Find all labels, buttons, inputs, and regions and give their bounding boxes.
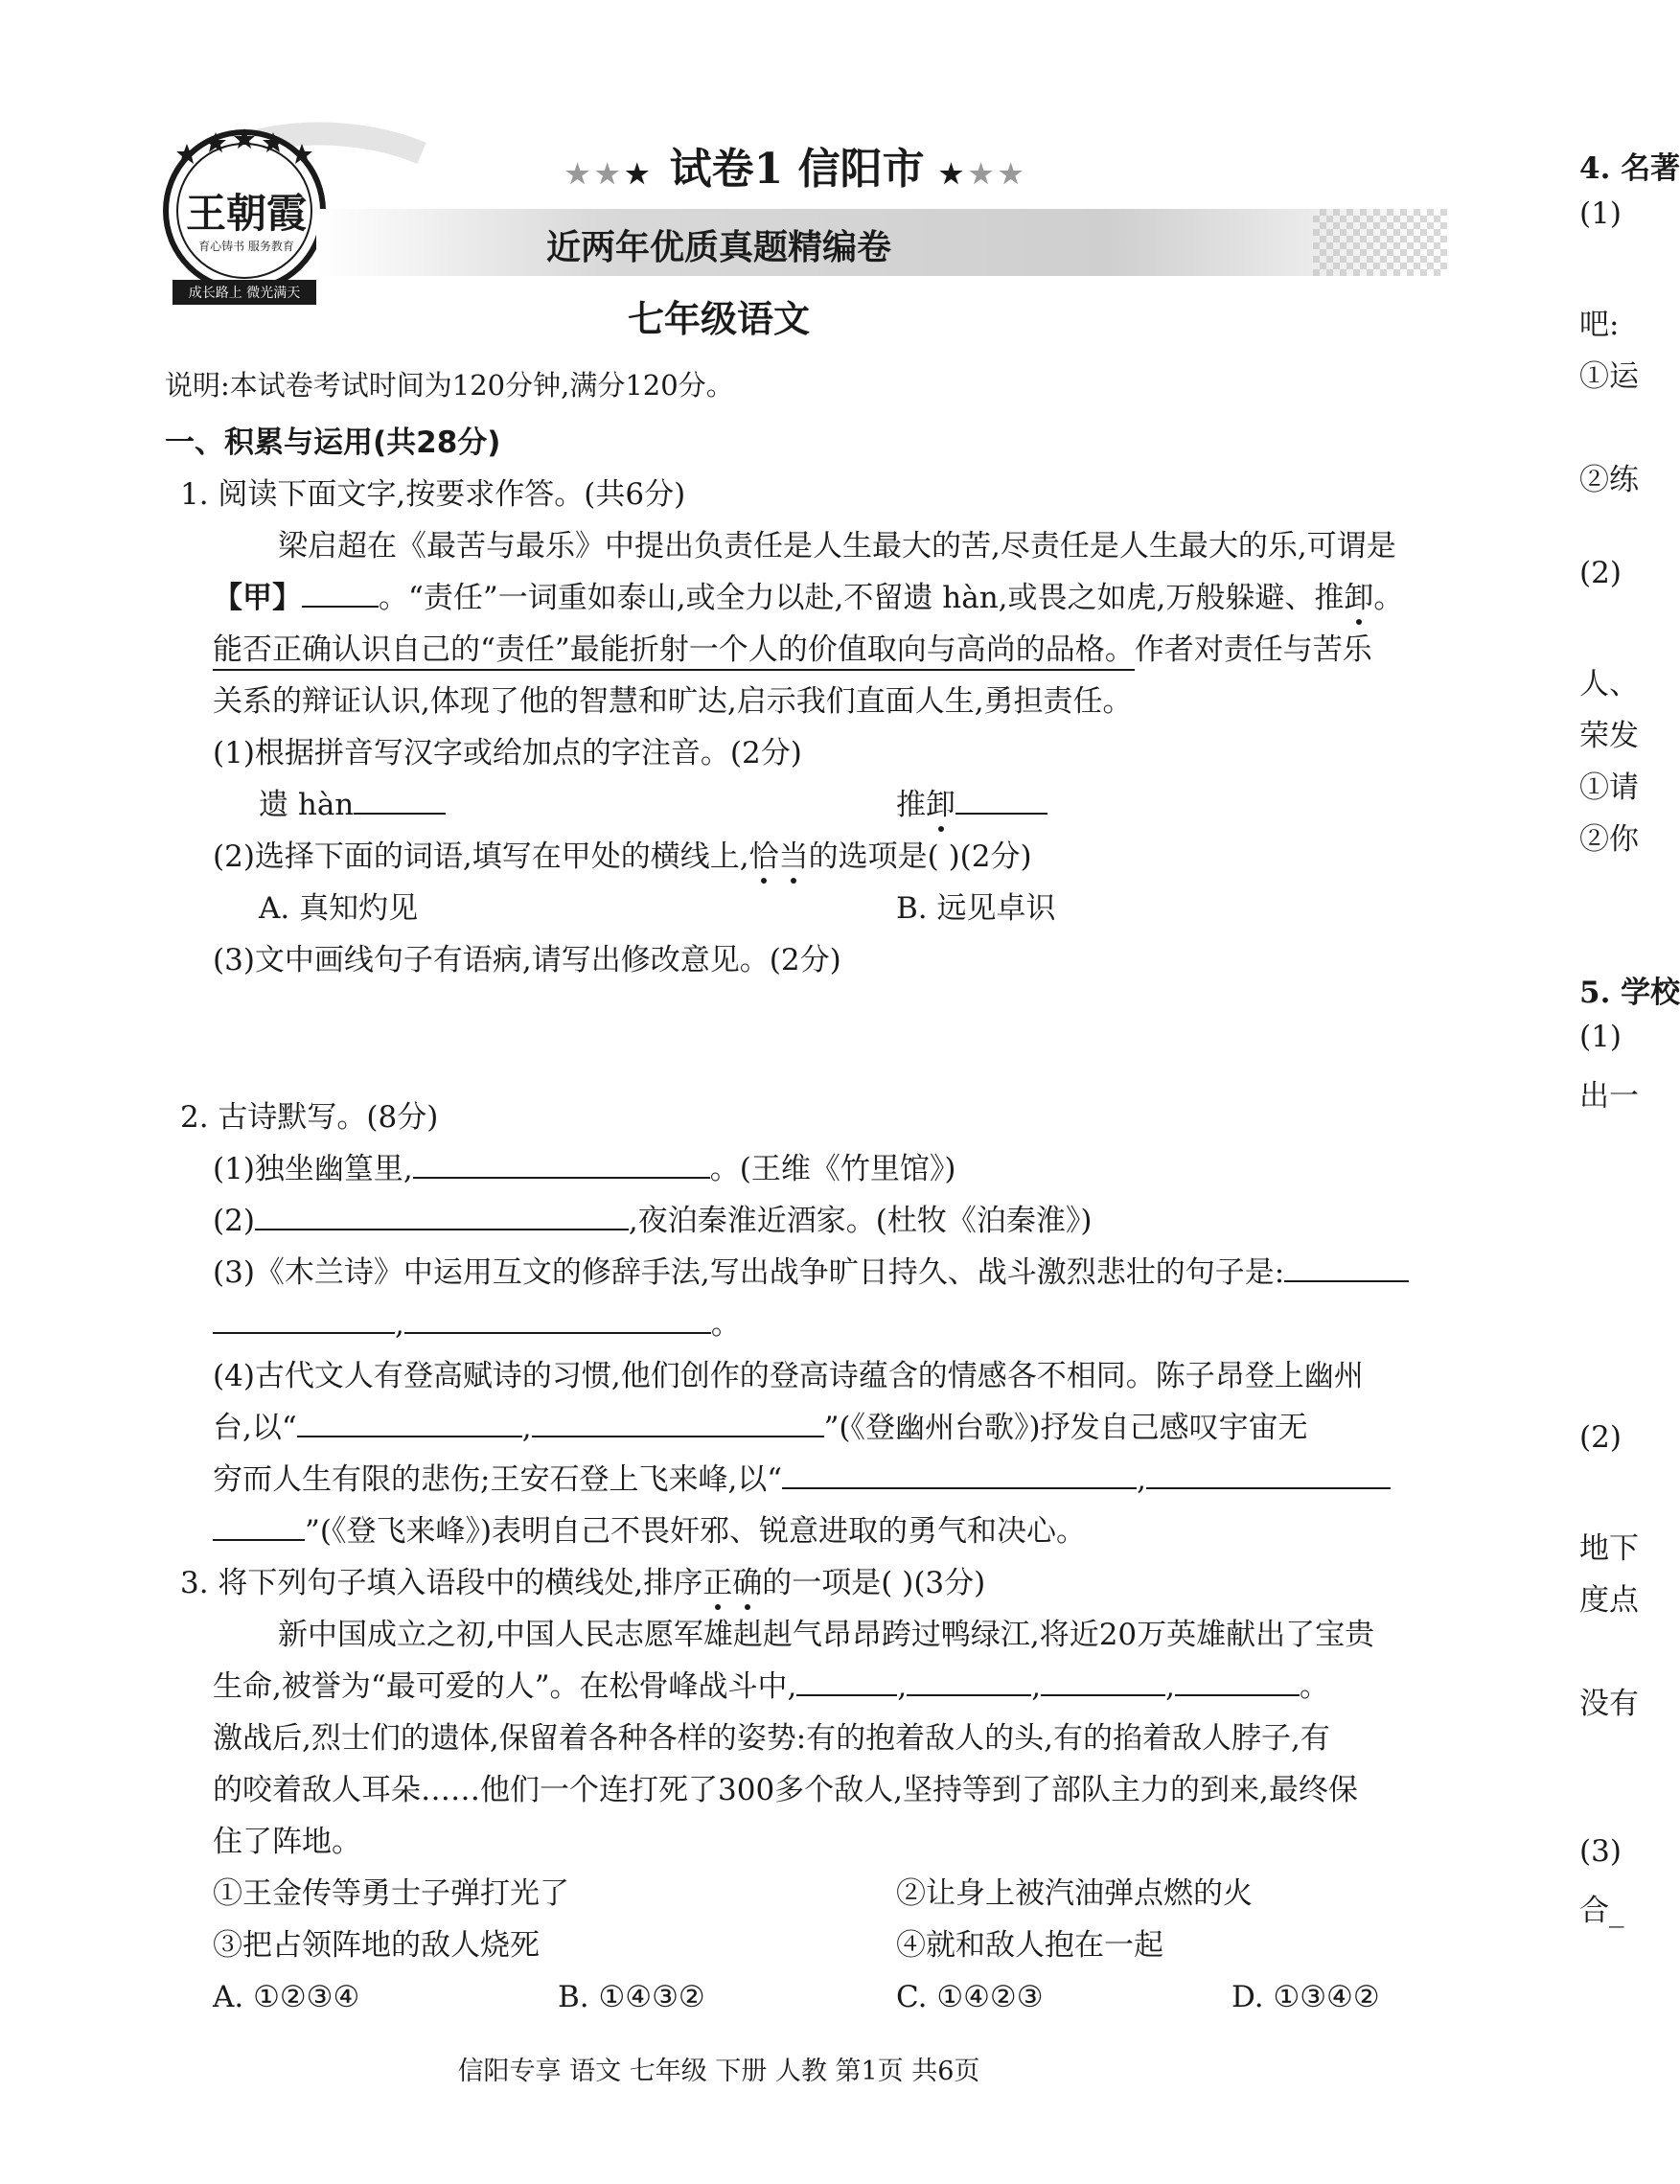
- q3-paragraph-line: 新中国成立之初,中国人民志愿军雄赳赳气昂昂跨过鸭绿江,将近20万英雄献出了宝贵: [278, 1618, 1375, 1652]
- answer-blank[interactable]: [1146, 1459, 1391, 1489]
- q2-text: ,夜泊秦淮近酒家。(杜牧《泊秦淮》): [628, 1204, 1093, 1238]
- right-col-text: 5. 学校: [1579, 976, 1680, 1010]
- q2-text: 穷而人生有限的悲伤;王安石登上飞来峰,以“: [213, 1462, 783, 1497]
- title-stars-right-icon: ★★★: [938, 158, 1029, 190]
- right-col-text: 荣发: [1579, 719, 1639, 753]
- answer-blank[interactable]: [796, 1666, 897, 1696]
- answer-blank[interactable]: [213, 1303, 395, 1334]
- q1-stem: 1. 阅读下面文字,按要求作答。(共6分): [180, 477, 686, 512]
- right-col-text: 地下: [1579, 1531, 1639, 1566]
- right-col-text: ②练: [1579, 463, 1639, 497]
- answer-blank[interactable]: [1175, 1666, 1300, 1696]
- q2-sub2: [213, 1200, 1092, 1242]
- answer-blank[interactable]: [1284, 1252, 1409, 1282]
- q1-text: 。: [1373, 581, 1404, 615]
- right-col-text: (1): [1579, 196, 1622, 231]
- right-col-text: ①请: [1579, 770, 1639, 805]
- q2-sub4-line: [213, 1459, 1391, 1501]
- q2-sub4-line: [213, 1510, 1086, 1552]
- page-footer: 信阳专享 语文 七年级 下册 人教 第1页 共6页: [457, 2057, 980, 2086]
- option-b[interactable]: B. ①④③②: [558, 1980, 705, 2014]
- answer-blank[interactable]: [255, 1200, 629, 1230]
- q3-sentence-2: ②让身上被汽油弹点燃的火: [896, 1876, 1253, 1911]
- q1-text: (2)选择下面的词语,填写在甲处的横线上,: [213, 839, 749, 874]
- pinyin-prompt: 遗 hàn: [259, 788, 355, 822]
- dotted-char: 正: [702, 1566, 733, 1600]
- q2-text: ”(《登幽州台歌》)抒发自己感叹宇宙无: [823, 1411, 1308, 1445]
- option-b[interactable]: B. 远见卓识: [896, 891, 1056, 926]
- underlined-sentence: 能否正确认识自己的“责任”最能折射一个人的价值取向与高尚的品格。: [213, 632, 1135, 671]
- exam-title: [565, 134, 1028, 195]
- right-col-text: 吧:: [1579, 308, 1620, 342]
- answer-blank[interactable]: [354, 784, 446, 815]
- q3-paragraph-line: 生命,被誉为“最可爱的人”。在松骨峰战斗中, , , , 。: [213, 1666, 1329, 1708]
- answer-blank[interactable]: [782, 1459, 1137, 1489]
- q1-sub2: [213, 836, 1032, 878]
- q1-paragraph-line: 梁启超在《最苦与最乐》中提出负责任是人生最大的苦,尽责任是人生最大的乐,可谓是: [278, 529, 1396, 563]
- right-col-text: 4. 名著: [1579, 151, 1680, 186]
- logo-subtext: 育心铸书 服务教育: [198, 240, 294, 253]
- answer-blank[interactable]: [1041, 1666, 1165, 1696]
- q1-paragraph-line: [213, 577, 1403, 619]
- q2-sub3-cont: [213, 1303, 741, 1345]
- answer-blank[interactable]: [404, 1303, 711, 1334]
- jia-blank[interactable]: [302, 577, 379, 608]
- q2-text: (3)《木兰诗》中运用互文的修辞手法,写出战争旷日持久、战斗激烈悲壮的句子是:: [213, 1255, 1285, 1290]
- answer-blank[interactable]: [955, 784, 1047, 815]
- q1-sub3: (3)文中画线句子有语病,请写出修改意见。(2分): [213, 943, 841, 977]
- subject-title: 七年级语文: [627, 298, 810, 340]
- right-col-text: 出一: [1579, 1079, 1639, 1114]
- exam-instructions: 说明:本试卷考试时间为120分钟,满分120分。: [165, 369, 734, 402]
- logo-text: 王朝霞: [185, 190, 307, 237]
- q1-paragraph-line: 关系的辩证认识,体现了他的智慧和旷达,启示我们直面人生,勇担责任。: [213, 684, 1133, 719]
- q2-sub3: [213, 1252, 1409, 1294]
- dotted-char: 卸: [1344, 581, 1374, 615]
- right-col-text: (2): [1579, 1420, 1622, 1455]
- answer-blank[interactable]: [907, 1666, 1031, 1696]
- option-d[interactable]: D. ①③④②: [1231, 1980, 1380, 2014]
- q1-text: 。“责任”一词重如泰山,或全力以赴,不留遗 hàn,或畏之如虎,万般躲避、推: [379, 581, 1345, 615]
- q2-text: ,: [1137, 1462, 1147, 1497]
- q3-stem: [180, 1562, 985, 1604]
- right-col-text: ①运: [1579, 359, 1639, 394]
- q3-paragraph-line: 住了阵地。: [213, 1825, 361, 1859]
- option-a[interactable]: A. ①②③④: [213, 1980, 360, 2014]
- option-a[interactable]: A. 真知灼见: [259, 891, 419, 926]
- right-col-text: ②你: [1579, 822, 1639, 857]
- q3-paragraph-line: 激战后,烈士们的遗体,保留着各种各样的姿势:有的抱着敌人的头,有的掐着敌人脖子,有: [213, 1721, 1330, 1756]
- q2-sub1: [213, 1148, 955, 1190]
- dotted-char: 当: [778, 839, 809, 874]
- q1-text: 推: [896, 788, 926, 822]
- q2-text: ,: [395, 1307, 404, 1342]
- q2-text: 。: [710, 1307, 741, 1342]
- q1-sub1: (1)根据拼音写汉字或给加点的字注音。(2分): [213, 736, 802, 770]
- q2-sub4: (4)古代文人有登高赋诗的习惯,他们创作的登高诗蕴含的情感各不相同。陈子昂登上幽州: [213, 1359, 1364, 1393]
- q2-text: (1)独坐幽篁里,: [213, 1152, 413, 1186]
- q2-text: ,: [521, 1411, 532, 1445]
- option-c[interactable]: C. ①④②③: [896, 1980, 1044, 2014]
- q1-sub1-item-a: [259, 784, 446, 826]
- q3-sentence-4: ④就和敌人抱在一起: [896, 1928, 1163, 1963]
- q3-paragraph-line: 的咬着敌人耳朵……他们一个连打死了300多个敌人,坚持等到了部队主力的到来,最终保: [213, 1773, 1358, 1807]
- right-col-text: 合_: [1579, 1894, 1624, 1928]
- right-col-text: 人、: [1579, 667, 1639, 701]
- section-heading: 一、积累与运用(共28分): [165, 425, 501, 460]
- answer-blank[interactable]: [413, 1148, 710, 1179]
- q1-text: 作者对责任与苦乐: [1134, 632, 1372, 667]
- dotted-char: 卸: [926, 788, 955, 822]
- right-col-text: 度点: [1579, 1583, 1639, 1618]
- banner-title: 近两年优质真题精编卷: [545, 228, 891, 267]
- q3-text: 生命,被誉为“最可爱的人”。在松骨峰战斗中,: [213, 1669, 797, 1704]
- answer-blank[interactable]: [532, 1407, 824, 1437]
- right-col-text: (2): [1579, 556, 1622, 590]
- q1-paragraph-line: [213, 629, 1372, 671]
- right-col-text: (3): [1579, 1834, 1622, 1869]
- jia-marker: 【甲】: [213, 581, 302, 615]
- answer-blank[interactable]: [213, 1510, 305, 1541]
- right-col-text: 没有: [1579, 1687, 1639, 1721]
- q2-text: 。(王维《竹里馆》): [709, 1152, 956, 1186]
- logo-ribbon: 成长路上 微光满天: [188, 286, 301, 301]
- exam-title-text: 试卷1 信阳市: [669, 145, 925, 194]
- q2-text: ”(《登飞来峰》)表明自己不畏奸邪、锐意进取的勇气和决心。: [305, 1514, 1087, 1549]
- q3-text: 3. 将下列句子填入语段中的横线处,排序: [180, 1566, 703, 1600]
- q3-sentence-3: ③把占领阵地的敌人烧死: [213, 1928, 540, 1963]
- q2-stem: 2. 古诗默写。(8分): [180, 1100, 439, 1135]
- right-col-text: (1): [1579, 1020, 1622, 1054]
- q3-sentence-1: ①王金传等勇士子弹打光了: [213, 1876, 569, 1911]
- q2-text: 台,以“: [213, 1411, 297, 1445]
- dotted-char: 确: [732, 1566, 763, 1600]
- q2-sub4-line: [213, 1407, 1308, 1449]
- q1-text: 的选项是( )(2分): [808, 839, 1032, 874]
- answer-blank[interactable]: [297, 1407, 522, 1437]
- q2-text: (2): [213, 1204, 255, 1238]
- q1-sub1-item-b: [896, 784, 1047, 826]
- title-stars-left-icon: ★★★: [565, 158, 656, 190]
- dotted-char: 恰: [748, 839, 779, 874]
- q3-text: 的一项是( )(3分): [762, 1566, 986, 1600]
